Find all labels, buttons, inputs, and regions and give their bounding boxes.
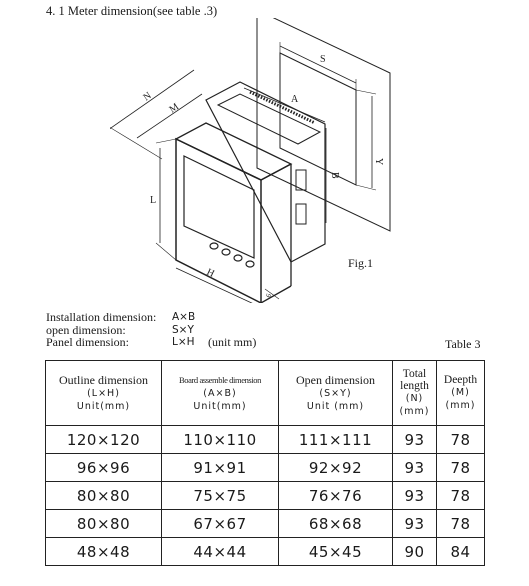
definition-unit: (unit mm) xyxy=(208,335,257,349)
table-label: Table 3 xyxy=(445,337,481,351)
label-a: A xyxy=(291,94,299,105)
definition-label: Installation dimension: xyxy=(46,310,157,324)
cell-depth: 78 xyxy=(437,454,485,482)
label-b: B xyxy=(329,172,340,179)
cell-open: 68×68 xyxy=(279,510,393,538)
cell-outline: 96×96 xyxy=(46,454,162,482)
cell-length: 93 xyxy=(393,454,437,482)
definition-label: open dimension: xyxy=(46,322,126,337)
button-1 xyxy=(210,243,218,249)
table-row xyxy=(46,510,485,538)
button-3 xyxy=(234,255,242,261)
table-row xyxy=(46,538,485,566)
cell-open: 92×92 xyxy=(279,454,393,482)
cell-board: 91×91 xyxy=(162,454,279,482)
label-l: L xyxy=(150,195,157,206)
cell-outline: 80×80 xyxy=(46,510,162,538)
cell-length: 90 xyxy=(393,538,437,566)
table-row xyxy=(46,482,485,510)
cell-depth: 78 xyxy=(437,426,485,454)
header-total-length: Total length (N) (mm) xyxy=(393,361,437,426)
label-s: S xyxy=(320,54,326,65)
figure-caption: Fig.1 xyxy=(348,256,374,270)
cell-depth: 78 xyxy=(437,482,485,510)
table-row xyxy=(46,454,485,482)
cell-depth: 78 xyxy=(437,510,485,538)
section-heading: 4. 1 Meter dimension(see table .3) xyxy=(46,4,218,18)
cell-open: 111×111 xyxy=(279,426,393,454)
cell-length: 93 xyxy=(393,482,437,510)
header-open: Open dimension (S×Y) Unit (mm) xyxy=(279,361,393,426)
cell-outline: 120×120 xyxy=(46,426,162,454)
header-outline: Outline dimension (L×H) Unit(mm) xyxy=(46,361,162,426)
cell-outline: 80×80 xyxy=(46,482,162,510)
dimension-table xyxy=(45,360,485,566)
cell-outline: 48×48 xyxy=(46,538,162,566)
cell-depth: 84 xyxy=(437,538,485,566)
button-2 xyxy=(222,249,230,255)
cell-open: 76×76 xyxy=(279,482,393,510)
label-m: M xyxy=(167,101,182,116)
button-4 xyxy=(246,261,254,267)
cell-length: 93 xyxy=(393,426,437,454)
cell-board: 44×44 xyxy=(162,538,279,566)
panel-plate xyxy=(257,18,390,231)
label-n: N xyxy=(141,90,154,104)
header-depth: Deepth (M) (mm) xyxy=(437,361,485,426)
header-board-assemble: Board assemble dimension (A×B) Unit(mm) xyxy=(162,361,279,426)
definition-label: Panel dimension: xyxy=(46,335,129,349)
definition-value: L×H xyxy=(172,336,195,348)
cell-open: 45×45 xyxy=(279,538,393,566)
label-thickness: 6 xyxy=(264,292,274,299)
label-y: Y xyxy=(373,158,384,166)
cell-board: 67×67 xyxy=(162,510,279,538)
cell-board: 110×110 xyxy=(162,426,279,454)
table-row xyxy=(46,426,485,454)
cell-length: 93 xyxy=(393,510,437,538)
definition-value: S×Y xyxy=(172,323,194,336)
definition-value: A×B xyxy=(172,311,196,323)
label-h: H xyxy=(204,266,216,280)
cell-board: 75×75 xyxy=(162,482,279,510)
table-header-row xyxy=(46,361,485,426)
